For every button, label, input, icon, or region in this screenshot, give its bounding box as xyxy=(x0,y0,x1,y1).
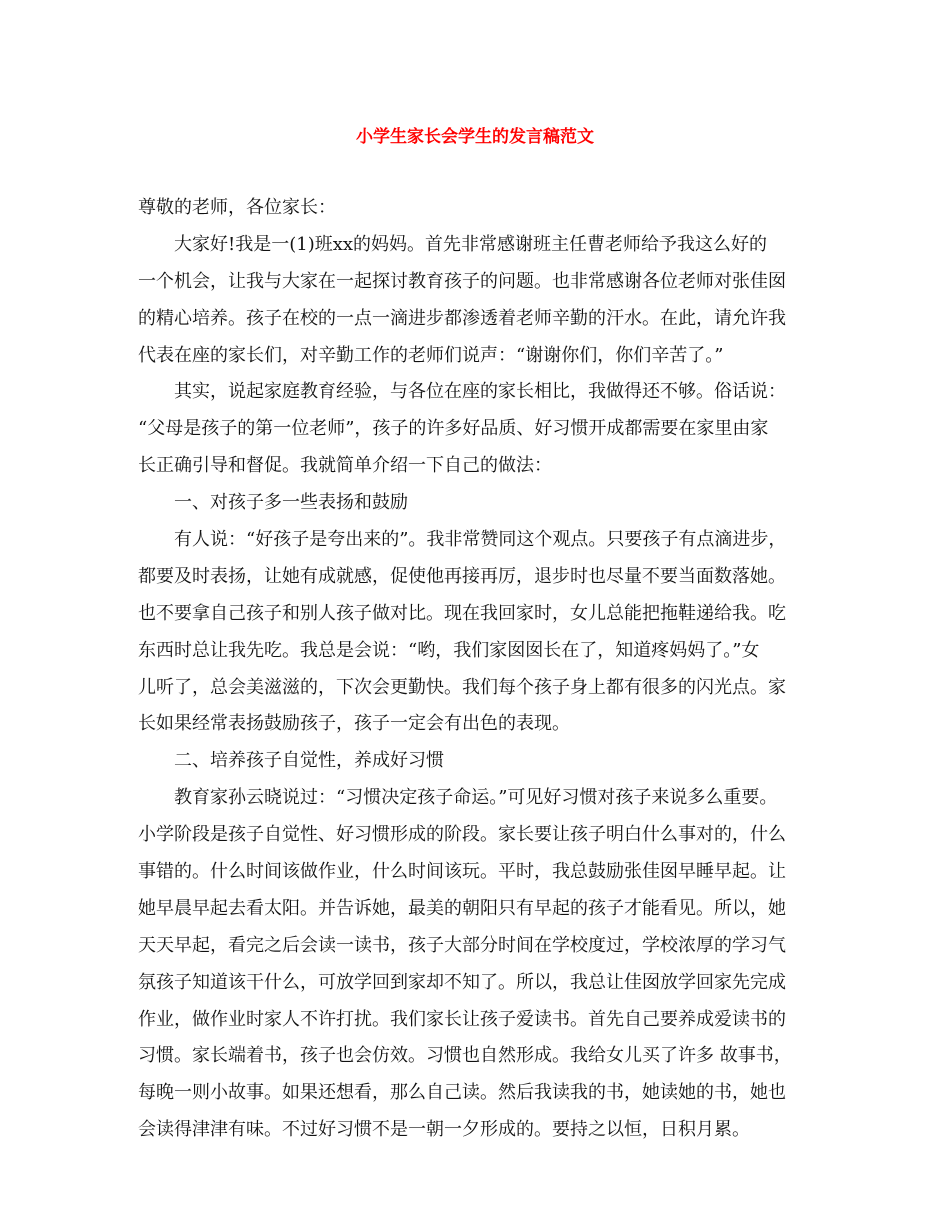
text-line: 天天早起，看完之后会读一读书，孩子大部分时间在学校度过，学校浓厚的学习气 xyxy=(138,934,786,956)
text-line: “父母是孩子的第一位老师”，孩子的许多好品质、好习惯开成都需要在家里由家 xyxy=(138,418,769,440)
document-title: 小学生家长会学生的发言稿范文 xyxy=(356,127,594,147)
text-line: 作业，做作业时家人不许打扰。我们家长让孩子爱读书。首先自己要养成爱读书的 xyxy=(138,1008,786,1030)
text-line: 会读得津津有味。不过好习惯不是一朝一夕形成的。要持之以恒，日积月累。 xyxy=(138,1119,750,1141)
text-line: 氛孩子知道该干什么，可放学回到家却不知了。所以，我总让佳囡放学回家先完成 xyxy=(138,971,786,993)
text-line: 事错的。什么时间该做作业，什么时间该玩。平时，我总鼓励张佳囡早睡早起。让 xyxy=(138,861,786,883)
text-line: 其实，说起家庭教育经验，与各位在座的家长相比，我做得还不够。俗话说： xyxy=(174,381,786,403)
text-line: 一、对孩子多一些表扬和鼓励 xyxy=(174,492,408,514)
text-line: 的精心培养。孩子在校的一点一滴进步都渗透着老师辛勤的汗水。在此，请允许我 xyxy=(138,307,786,329)
text-line: 教育家孙云晓说过：“习惯决定孩子命运。”可见好习惯对孩子来说多么重要。 xyxy=(174,787,778,809)
text-line: 有人说：“好孩子是夸出来的”。我非常赞同这个观点。只要孩子有点滴进步， xyxy=(174,529,787,551)
text-line: 习惯。家长端着书，孩子也会仿效。习惯也自然形成。我给女儿买了许多 故事书， xyxy=(138,1045,792,1067)
text-line: 儿听了，总会美滋滋的，下次会更勤快。我们每个孩子身上都有很多的闪光点。家 xyxy=(138,676,786,698)
text-line: 二、培养孩子自觉性，养成好习惯 xyxy=(174,750,444,772)
text-line: 小学阶段是孩子自觉性、好习惯形成的阶段。家长要让孩子明白什么事对的，什么 xyxy=(138,824,786,846)
text-line: 她早晨早起去看太阳。并告诉她，最美的朝阳只有早起的孩子才能看见。所以，她 xyxy=(138,897,786,919)
text-line: 代表在座的家长们，对辛勤工作的老师们说声：“谢谢你们，你们辛苦了。” xyxy=(138,344,724,366)
text-line: 长如果经常表扬鼓励孩子，孩子一定会有出色的表现。 xyxy=(138,713,570,735)
text-line: 长正确引导和督促。我就简单介绍一下自己的做法： xyxy=(138,455,552,477)
text-line: 每晚一则小故事。如果还想看，那么自己读。然后我读我的书，她读她的书，她也 xyxy=(138,1082,786,1104)
document-body xyxy=(138,190,828,1149)
text-line: 一个机会，让我与大家在一起探讨教育孩子的问题。也非常感谢各位老师对张佳囡 xyxy=(138,270,786,292)
text-line: 也不要拿自己孩子和别人孩子做对比。现在我回家时，女儿总能把拖鞋递给我。吃 xyxy=(138,602,786,624)
text-line: 东西时总让我先吃。我总是会说：“哟，我们家囡囡长在了，知道疼妈妈了。”女 xyxy=(138,639,760,661)
text-line: 尊敬的老师，各位家长： xyxy=(138,197,336,218)
text-line: 大家好!我是一(1)班xx的妈妈。首先非常感谢班主任曹老师给予我这么好的 xyxy=(174,233,768,255)
text-line: 都要及时表扬，让她有成就感，促使他再接再厉，退步时也尽量不要当面数落她。 xyxy=(138,565,786,587)
